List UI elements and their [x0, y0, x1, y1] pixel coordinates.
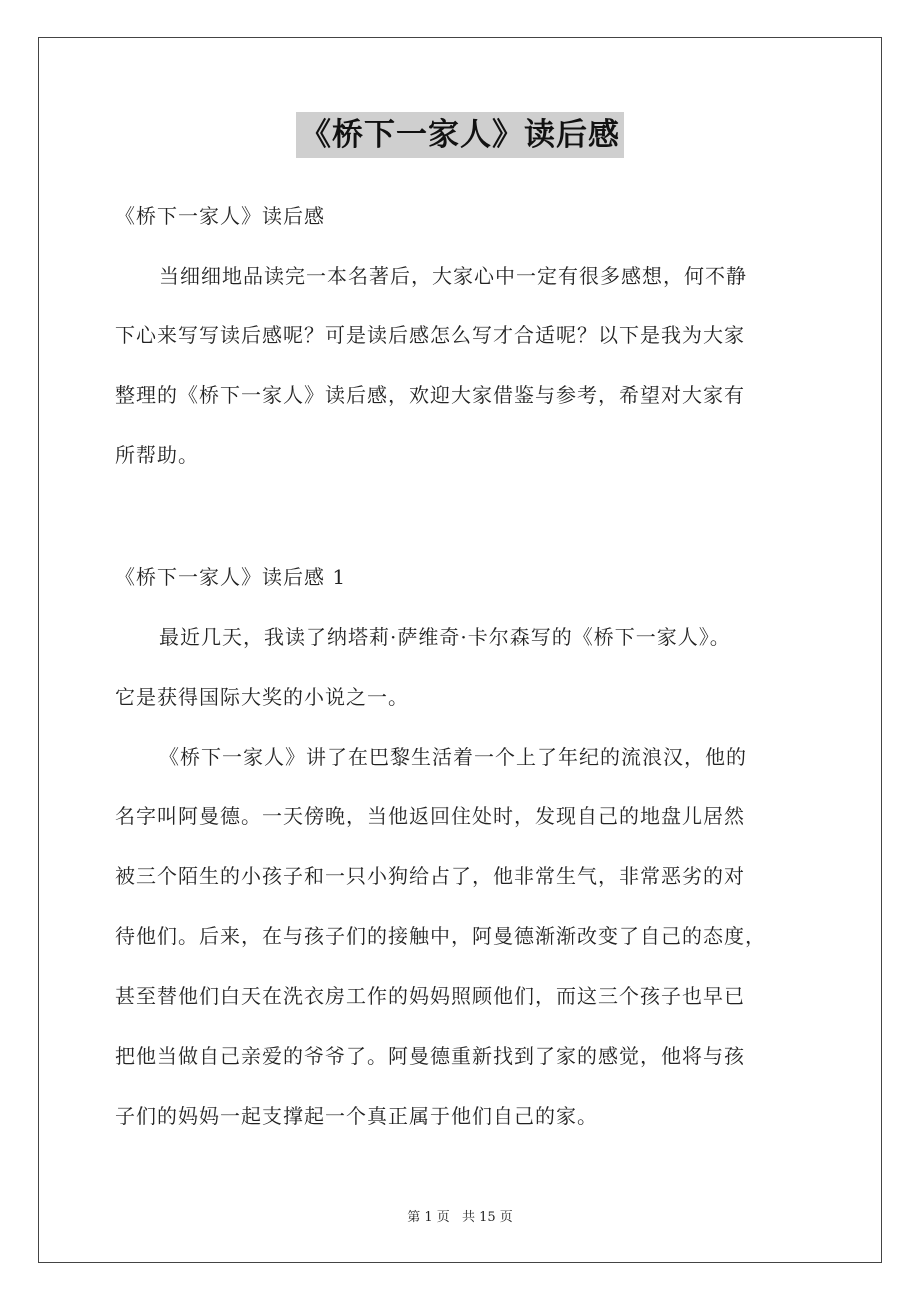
intro-line: 下心来写写读后感呢？可是读后感怎么写才合适呢？以下是我为大家: [115, 323, 745, 347]
paragraph-line: 待他们。后来，在与孩子们的接触中，阿曼德渐渐改变了自己的态度，: [115, 924, 766, 948]
paragraph-line: 《桥下一家人》讲了在巴黎生活着一个上了年纪的流浪汉，他的: [159, 745, 747, 769]
intro-line: 所帮助。: [115, 443, 199, 467]
page-number: 第 1 页: [407, 1210, 450, 1225]
page-total: 共 15 页: [461, 1210, 513, 1225]
intro-line: 当细细地品读完一本名著后，大家心中一定有很多感想，何不静: [159, 264, 747, 288]
document-title: 《桥下一家人》读后感: [296, 112, 624, 158]
subtitle: 《桥下一家人》读后感: [115, 204, 325, 228]
section-heading: 《桥下一家人》读后感 1: [115, 565, 347, 589]
intro-line: 整理的《桥下一家人》读后感，欢迎大家借鉴与参考，希望对大家有: [115, 383, 745, 407]
paragraph-line: 它是获得国际大奖的小说之一。: [115, 685, 409, 709]
paragraph-line: 最近几天，我读了纳塔莉·萨维奇·卡尔森写的《桥下一家人》。: [159, 625, 731, 649]
page-footer: [0, 1206, 920, 1225]
title-wrap: [0, 112, 920, 158]
paragraph-line: 名字叫阿曼德。一天傍晚，当他返回住处时，发现自己的地盘儿居然: [115, 804, 745, 828]
paragraph-line: 子们的妈妈一起支撑起一个真正属于他们自己的家。: [115, 1104, 598, 1128]
paragraph-line: 被三个陌生的小孩子和一只小狗给占了，他非常生气，非常恶劣的对: [115, 864, 745, 888]
paragraph-line: 把他当做自己亲爱的爷爷了。阿曼德重新找到了家的感觉，他将与孩: [115, 1044, 745, 1068]
paragraph-line: 甚至替他们白天在洗衣房工作的妈妈照顾他们，而这三个孩子也早已: [115, 984, 745, 1008]
